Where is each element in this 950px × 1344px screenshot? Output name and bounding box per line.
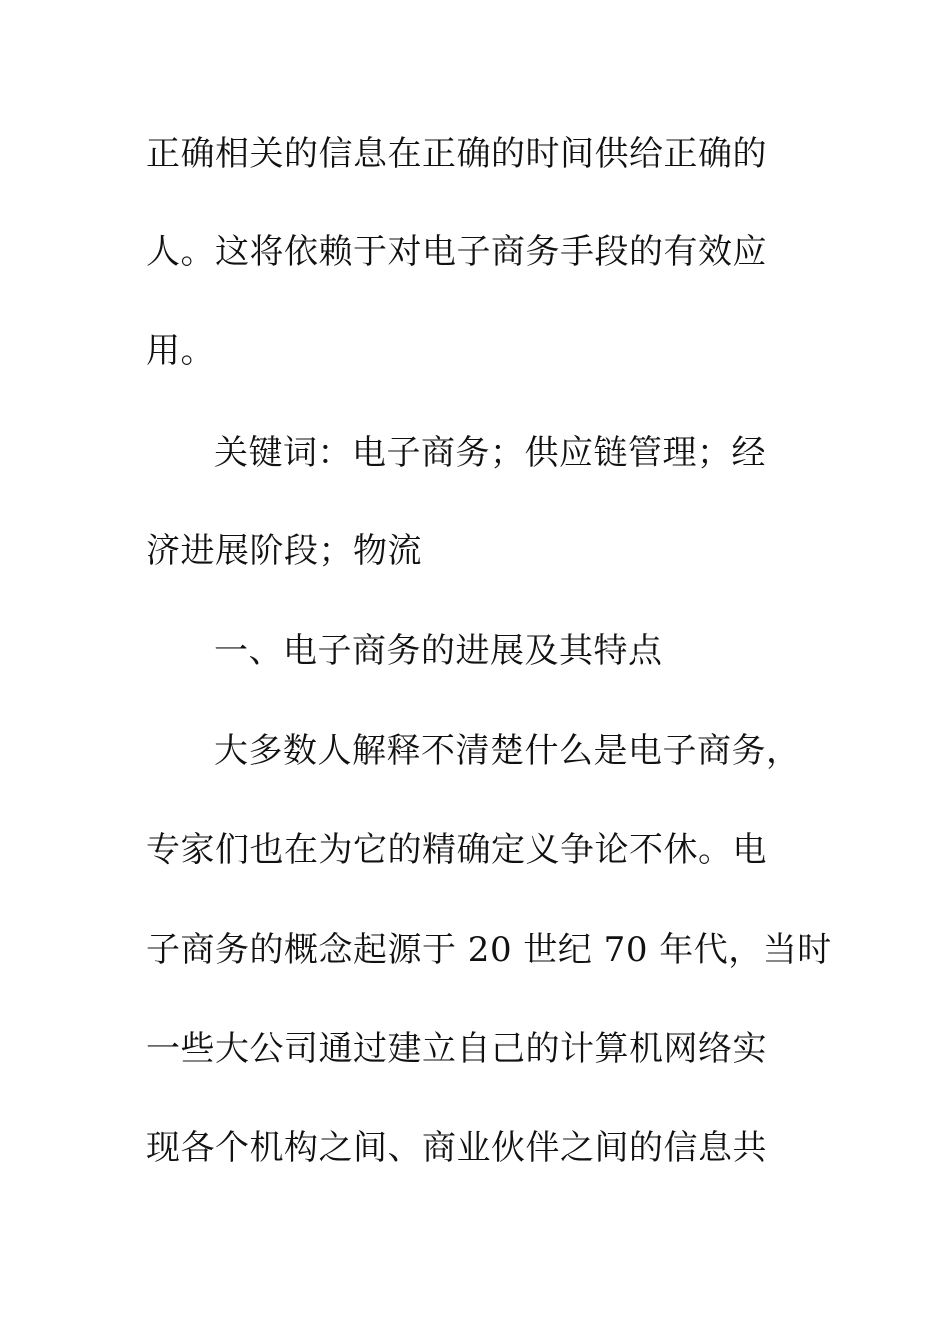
paragraph-line-5: 专家们也在为它的精确定义争论不休。电 — [146, 830, 767, 870]
paragraph-line-3: 用。 — [146, 331, 215, 371]
paragraph-line-6: 子商务的概念起源于 20 世纪 70 年代，当时 — [146, 930, 832, 970]
paragraph-line-7: 一些大公司通过建立自己的计算机网络实 — [146, 1029, 767, 1069]
paragraph-line-1: 正确相关的信息在正确的时间供给正确的 — [146, 134, 767, 174]
section-heading: 一、电子商务的进展及其特点 — [214, 631, 663, 671]
paragraph-line-4: 大多数人解释不清楚什么是电子商务， — [214, 731, 801, 771]
paragraph-line-8: 现各个机构之间、商业伙伴之间的信息共 — [146, 1128, 767, 1168]
keywords-line-2: 济进展阶段；物流 — [146, 531, 422, 571]
paragraph-line-2: 人。这将依赖于对电子商务手段的有效应 — [146, 232, 767, 272]
keywords-line-1: 关键词：电子商务；供应链管理；经 — [214, 433, 766, 473]
